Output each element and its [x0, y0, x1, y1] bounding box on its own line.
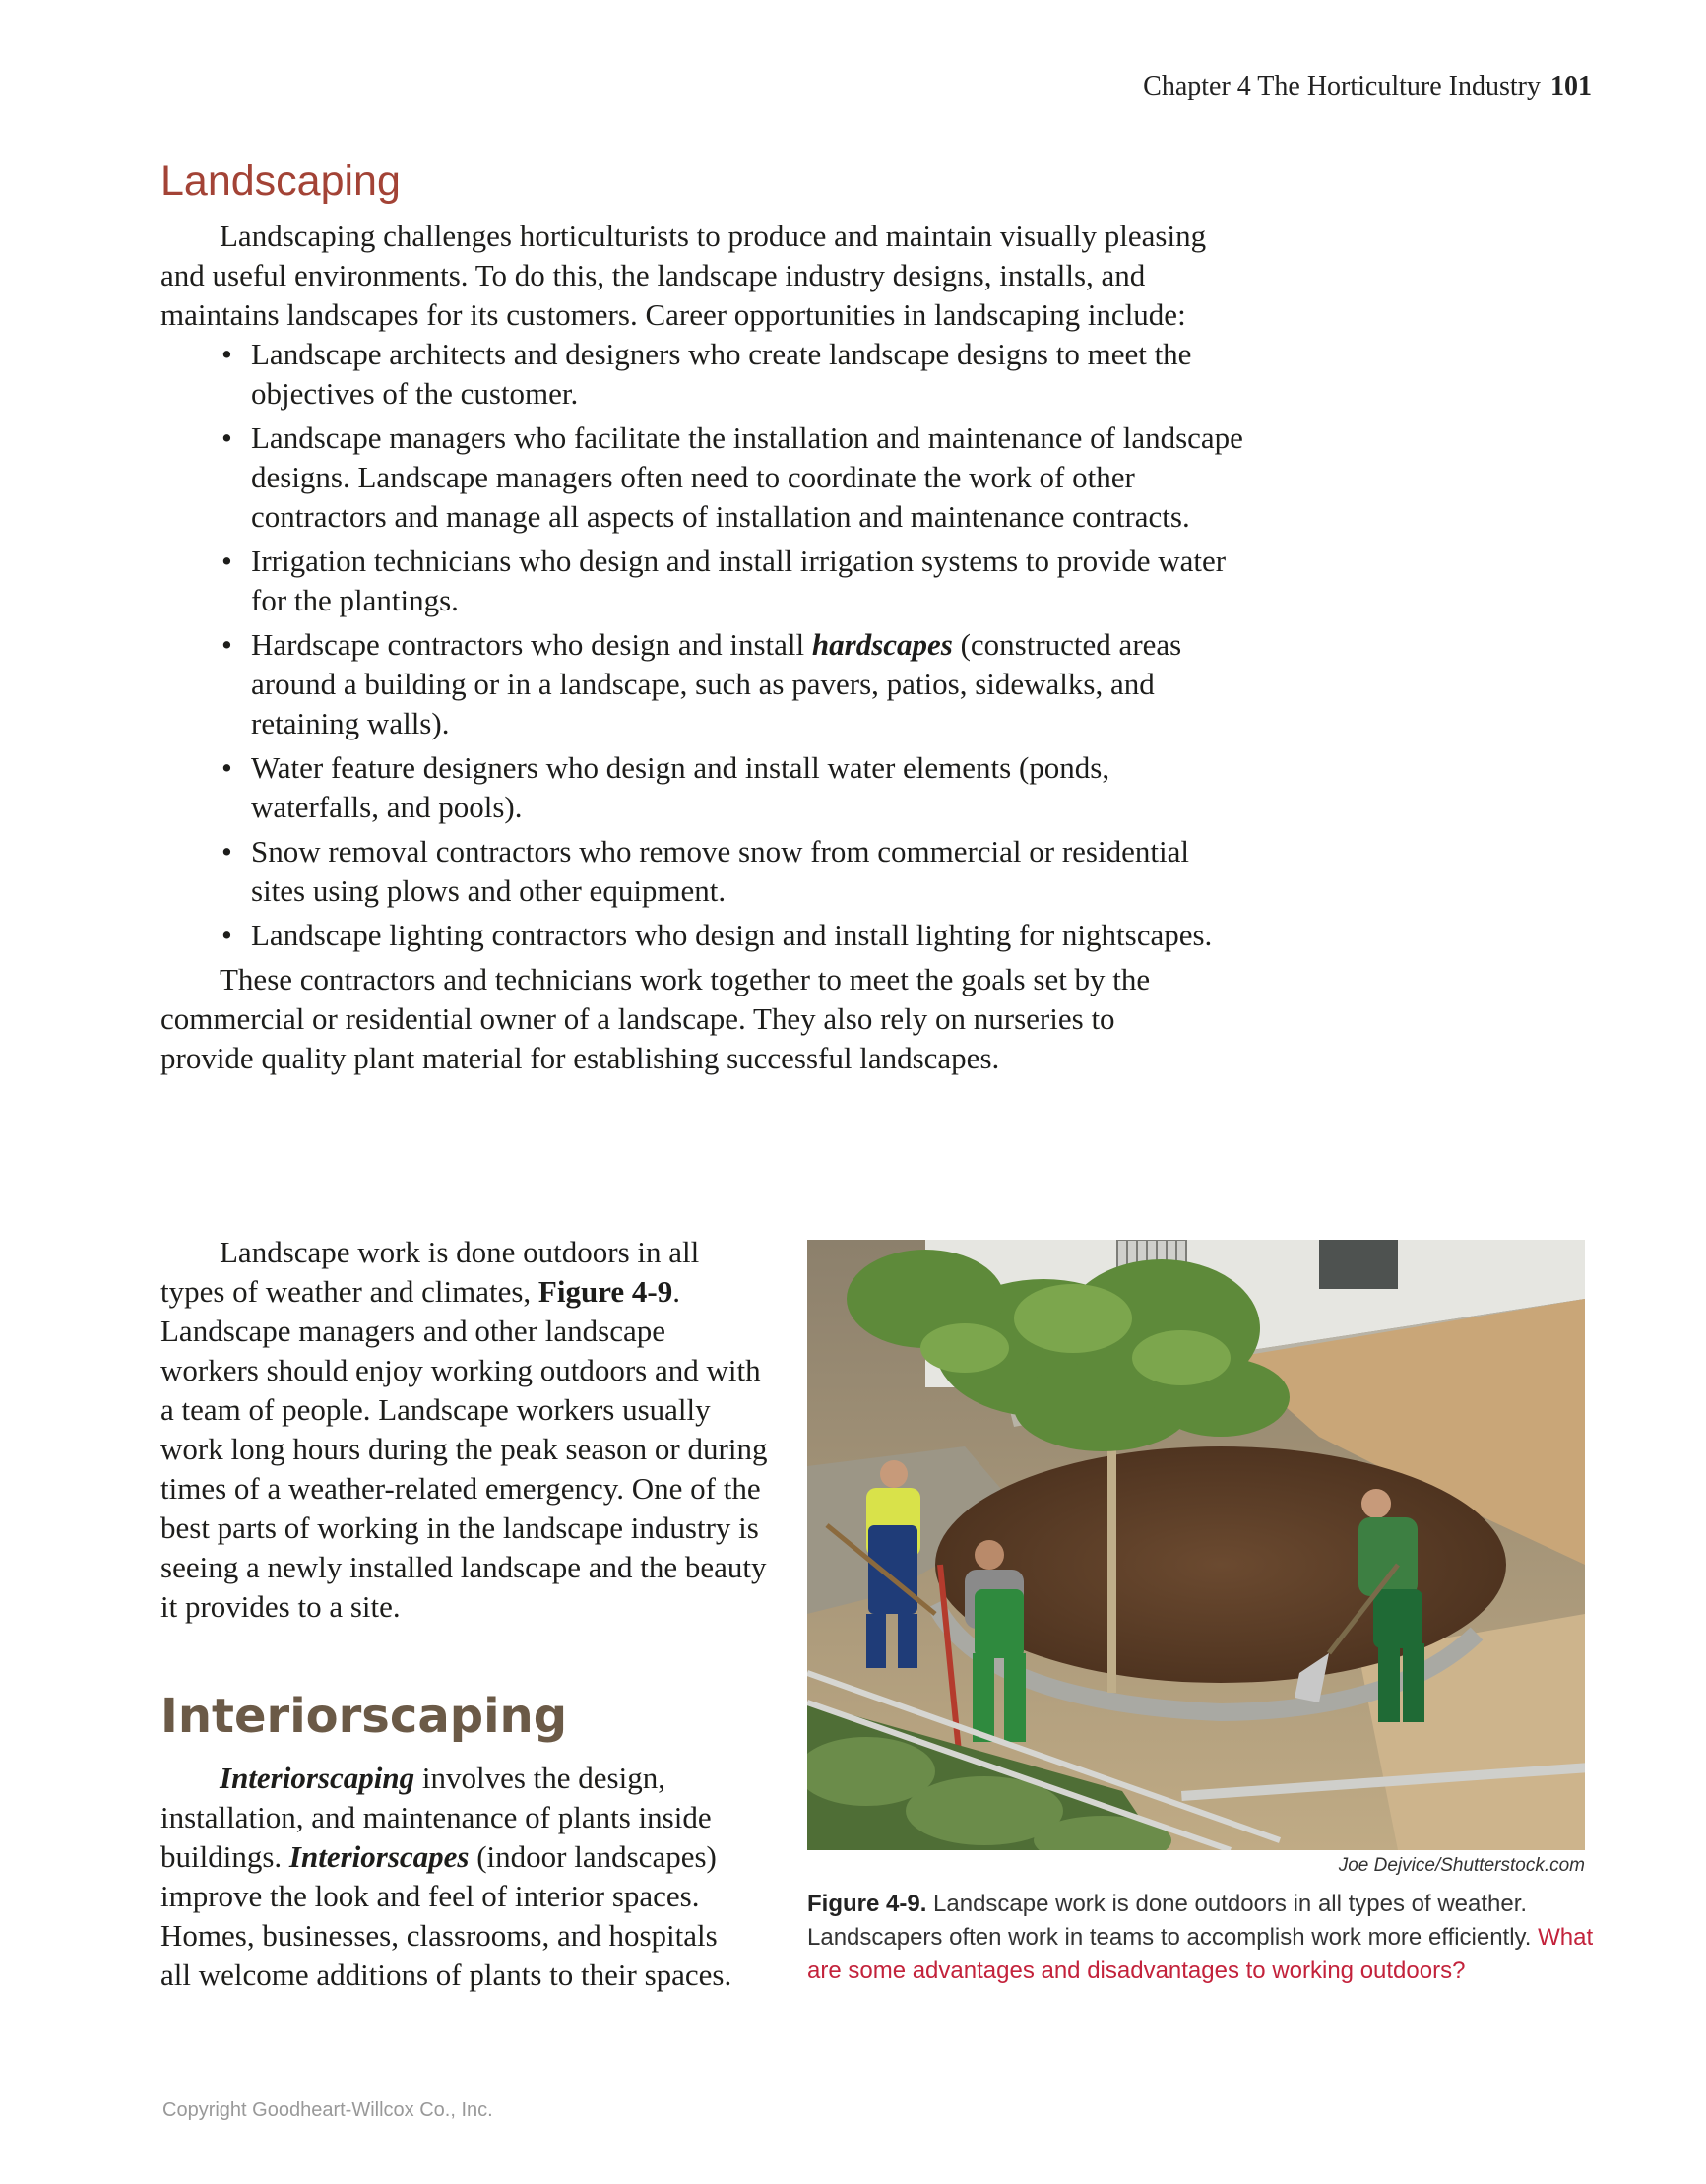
landscaping-para2: These contractors and technicians work together to meet the goals set by the commercial or residential owner of a landscape. They also rely on nurseries to provide quality plant material for establishing successful landscapes.	[160, 962, 1151, 1075]
interiorscaping-body: Interiorscaping involves the design, installation, and maintenance of plants inside buildings. Interiorscapes (indoor landscapes) improve the look and feel of interior spaces. Homes, businesses, classrooms, and hospitals all welcome additions of plants to their spaces.	[160, 1761, 732, 1992]
list-item: • Hardscape contractors who design and install hardscapes (constructed areas around a building or in a landscape, such as pavers, patios, sidewalks, and retaining walls).	[221, 627, 1182, 740]
landscaping-para3: Landscape work is done outdoors in all types of weather and climates, Figure 4-9. Landscape managers and other landscape workers should enjoy working outdoors and with a team of people. Landscape workers usually work long hours during the peak season or during times of a weather-related emergency. One of the best parts of working in the landscape industry is seeing a newly installed landscape and the beauty it provides to a site.	[160, 1235, 768, 1624]
figure-photo	[807, 1240, 1585, 1850]
list-item: • Landscape managers who facilitate the installation and maintenance of landscape designs. Landscape managers often need to coordinate the work of other contractors and manage all aspects of installation and maintenance contracts.	[221, 420, 1243, 534]
term-interiorscapes: Interiorscapes	[288, 1839, 470, 1874]
list-item: • Irrigation technicians who design and install irrigation systems to provide water for the plantings.	[221, 544, 1227, 617]
list-item: • Water feature designers who design and install water elements (ponds, waterfalls, and pools).	[221, 750, 1110, 824]
landscaping-intro: Landscaping challenges horticulturists to produce and maintain visually pleasing and useful environments. To do this, the landscape industry designs, installs, and maintains landscapes for its customers. Career opportunities in landscaping include:	[160, 219, 1207, 332]
landscaping-photo-illustration	[807, 1240, 1585, 1850]
caption-question: What are some advantages and disadvantages to working outdoors?	[807, 1924, 1594, 1984]
landscaping-body	[160, 217, 1243, 1078]
caption-text: Landscape work is done outdoors in all types of weather. Landscapers often work in teams to accomplish work more efficiently.	[807, 1891, 1539, 1951]
figure-label: Figure 4-9.	[807, 1891, 927, 1917]
term-interiorscaping: Interiorscaping	[220, 1761, 415, 1795]
career-list	[160, 335, 1243, 955]
heading-landscaping: Landscaping	[160, 158, 401, 205]
figure-reference: Figure 4-9	[537, 1274, 673, 1309]
copyright: Copyright Goodheart-Willcox Co., Inc.	[162, 2099, 493, 2121]
heading-interiorscaping: Interiorscaping	[160, 1689, 568, 1744]
running-head	[1143, 71, 1592, 102]
photo-credit: Joe Dejvice/Shutterstock.com	[1338, 1855, 1585, 1876]
list-item: • Snow removal contractors who remove snow from commercial or residential sites using plows and other equipment.	[221, 834, 1189, 908]
term-hardscapes: hardscapes	[811, 627, 953, 662]
list-item: • Landscape lighting contractors who design and install lighting for nightscapes.	[221, 918, 1213, 952]
figure-caption	[807, 1888, 1595, 1988]
chapter-title: Chapter 4 The Horticulture Industry	[1143, 71, 1541, 101]
list-item: • Landscape architects and designers who create landscape designs to meet the objectives of the customer.	[221, 337, 1192, 411]
page-number: 101	[1550, 71, 1592, 101]
